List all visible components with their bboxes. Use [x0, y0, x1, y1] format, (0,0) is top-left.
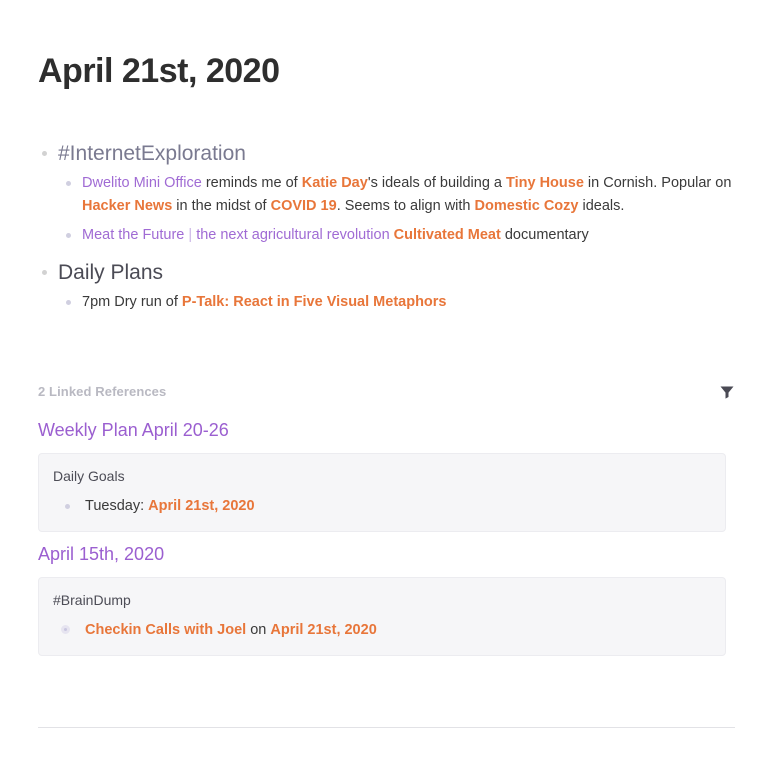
linked-reference-row [53, 495, 711, 517]
outline-child [38, 291, 735, 314]
outline-child-text [38, 291, 735, 314]
link-domestic-cozy[interactable]: Domestic Cozy [474, 198, 579, 214]
text-fragment: reminds me of [201, 175, 302, 191]
text-fragment: in Cornish. Popular on [583, 175, 732, 191]
linked-reference-card [38, 453, 726, 532]
link-april-21st-2020[interactable]: April 21st, 2020 [270, 622, 377, 638]
text-separator: | [184, 227, 197, 243]
link-tiny-house[interactable]: Tiny House [506, 175, 584, 191]
linked-reference-2 [38, 544, 726, 656]
bullet-icon[interactable] [65, 504, 70, 509]
page-title: April 21st, 2020 [38, 52, 280, 90]
outline-topic-heading[interactable]: #InternetExploration [58, 142, 246, 165]
outline-block-daily-plans [38, 259, 735, 314]
linked-reference-card-heading: Daily Goals [53, 468, 125, 484]
linked-reference-page-link[interactable]: April 15th, 2020 [38, 544, 165, 564]
link-checkin-calls-with-joel[interactable]: Checkin Calls with Joel [85, 622, 247, 638]
text-fragment: on [246, 622, 271, 638]
text-fragment: Tuesday: [85, 498, 149, 514]
linked-reference-row [53, 619, 711, 641]
link-agricultural-revolution[interactable]: the next agricultural revolution [196, 227, 394, 243]
text-fragment: 's ideals of building a [367, 175, 507, 191]
text-fragment: 7pm Dry run of [82, 294, 182, 310]
link-katie-day[interactable]: Katie Day [301, 175, 368, 191]
text-fragment: ideals. [578, 198, 625, 214]
linked-references-count: 2 Linked References [38, 384, 167, 399]
link-covid-19[interactable]: COVID 19 [270, 198, 337, 214]
link-meat-the-future[interactable]: Meat the Future [82, 227, 185, 243]
footer-divider [38, 727, 735, 728]
bullet-icon[interactable] [42, 151, 47, 156]
linked-reference-page-link[interactable]: Weekly Plan April 20-26 [38, 420, 229, 440]
link-cultivated-meat[interactable]: Cultivated Meat [393, 227, 501, 243]
outline-child-text [38, 224, 735, 247]
linked-reference-card [38, 577, 726, 656]
outline-child [38, 172, 735, 218]
bullet-icon[interactable] [61, 625, 70, 634]
outline-child-text [38, 172, 735, 218]
text-fragment: . Seems to align with [336, 198, 475, 214]
outline-child [38, 224, 735, 247]
linked-reference-card-heading: #BrainDump [53, 592, 131, 608]
link-dwelito-mini-office[interactable]: Dwelito Mini Office [82, 175, 202, 191]
bullet-icon[interactable] [42, 270, 47, 275]
filter-icon[interactable] [719, 384, 735, 405]
outline-root [38, 140, 735, 320]
outline-block-internet-exploration [38, 140, 735, 247]
bullet-icon[interactable] [66, 233, 71, 238]
link-april-21st-2020[interactable]: April 21st, 2020 [148, 498, 255, 514]
text-fragment: in the midst of [172, 198, 271, 214]
text-fragment: documentary [500, 227, 589, 243]
link-p-talk[interactable]: P-Talk: React in Five Visual Metaphors [181, 294, 447, 310]
outline-topic-heading[interactable]: Daily Plans [58, 261, 164, 284]
link-hacker-news[interactable]: Hacker News [82, 198, 173, 214]
bullet-icon[interactable] [66, 181, 71, 186]
linked-references-header [38, 383, 735, 405]
bullet-icon[interactable] [66, 300, 71, 305]
linked-reference-1 [38, 420, 726, 532]
